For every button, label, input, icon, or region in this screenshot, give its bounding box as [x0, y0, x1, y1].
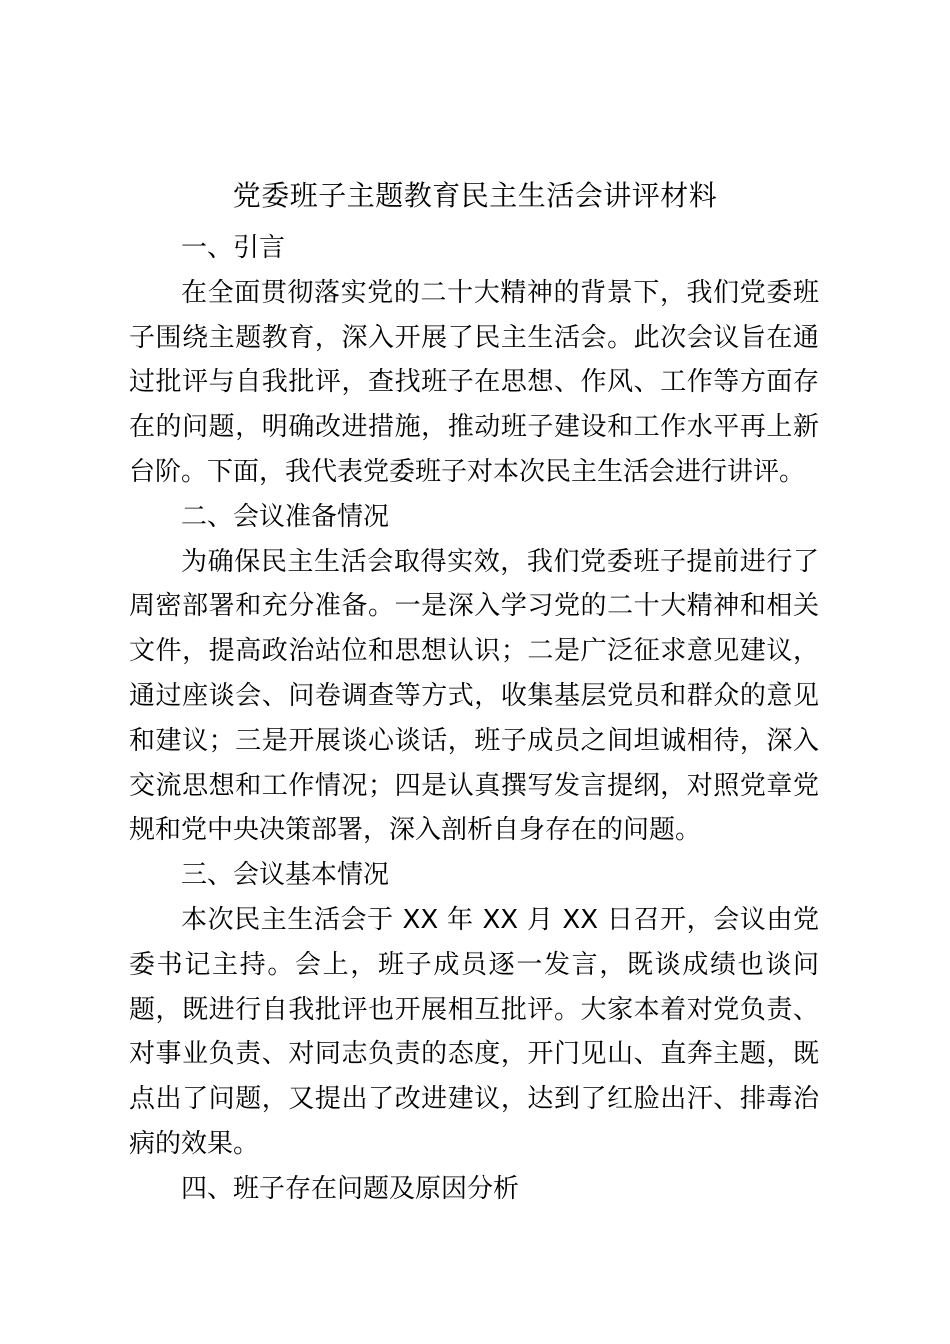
- document-title: 党委班子主题教育民主生活会讲评材料: [232, 179, 718, 212]
- section-paragraph-basic-info: 本次民主生活会于 XX 年 XX 月 XX 日召开，会议由党委书记主持。会上，班子成员逐一发言，既谈成绩也谈问题，既进行自我批评也开展相互批评。大家本着对党负责、对事业负责、对同志负责的态度，开门见山、直奔主题，既点出了问题，又提出了改进建议，达到了红脸出汗、排毒治病的效果。: [129, 904, 819, 1159]
- section-heading-preparation: 二、会议准备情况: [181, 501, 390, 532]
- section-heading-problems: 四、班子存在问题及原因分析: [181, 1173, 520, 1204]
- document-body: [129, 226, 819, 1212]
- section-paragraph-preparation: 为确保民主生活会取得实效，我们党委班子提前进行了周密部署和充分准备。一是深入学习党的二十大精神和相关文件，提高政治站位和思想认识；二是广泛征求意见建议，通过座谈会、问卷调查等方式，收集基层党员和群众的意见和建议；三是开展谈心谈话，班子成员之间坦诚相待，深入交流思想和工作情况；四是认真撰写发言提纲，对照党章党规和党中央决策部署，深入剖析自身存在的问题。: [129, 546, 819, 846]
- section-heading-basic-info: 三、会议基本情况: [181, 860, 390, 891]
- section-heading-introduction: 一、引言: [181, 233, 286, 263]
- section-paragraph-introduction: 在全面贯彻落实党的二十大精神的背景下，我们党委班子围绕主题教育，深入开展了民主生活会。此次会议旨在通过批评与自我批评，查找班子在思想、作风、工作等方面存在的问题，明确改进措施，推动班子建设和工作水平再上新台阶。下面，我代表党委班子对本次民主生活会进行讲评。: [129, 277, 819, 487]
